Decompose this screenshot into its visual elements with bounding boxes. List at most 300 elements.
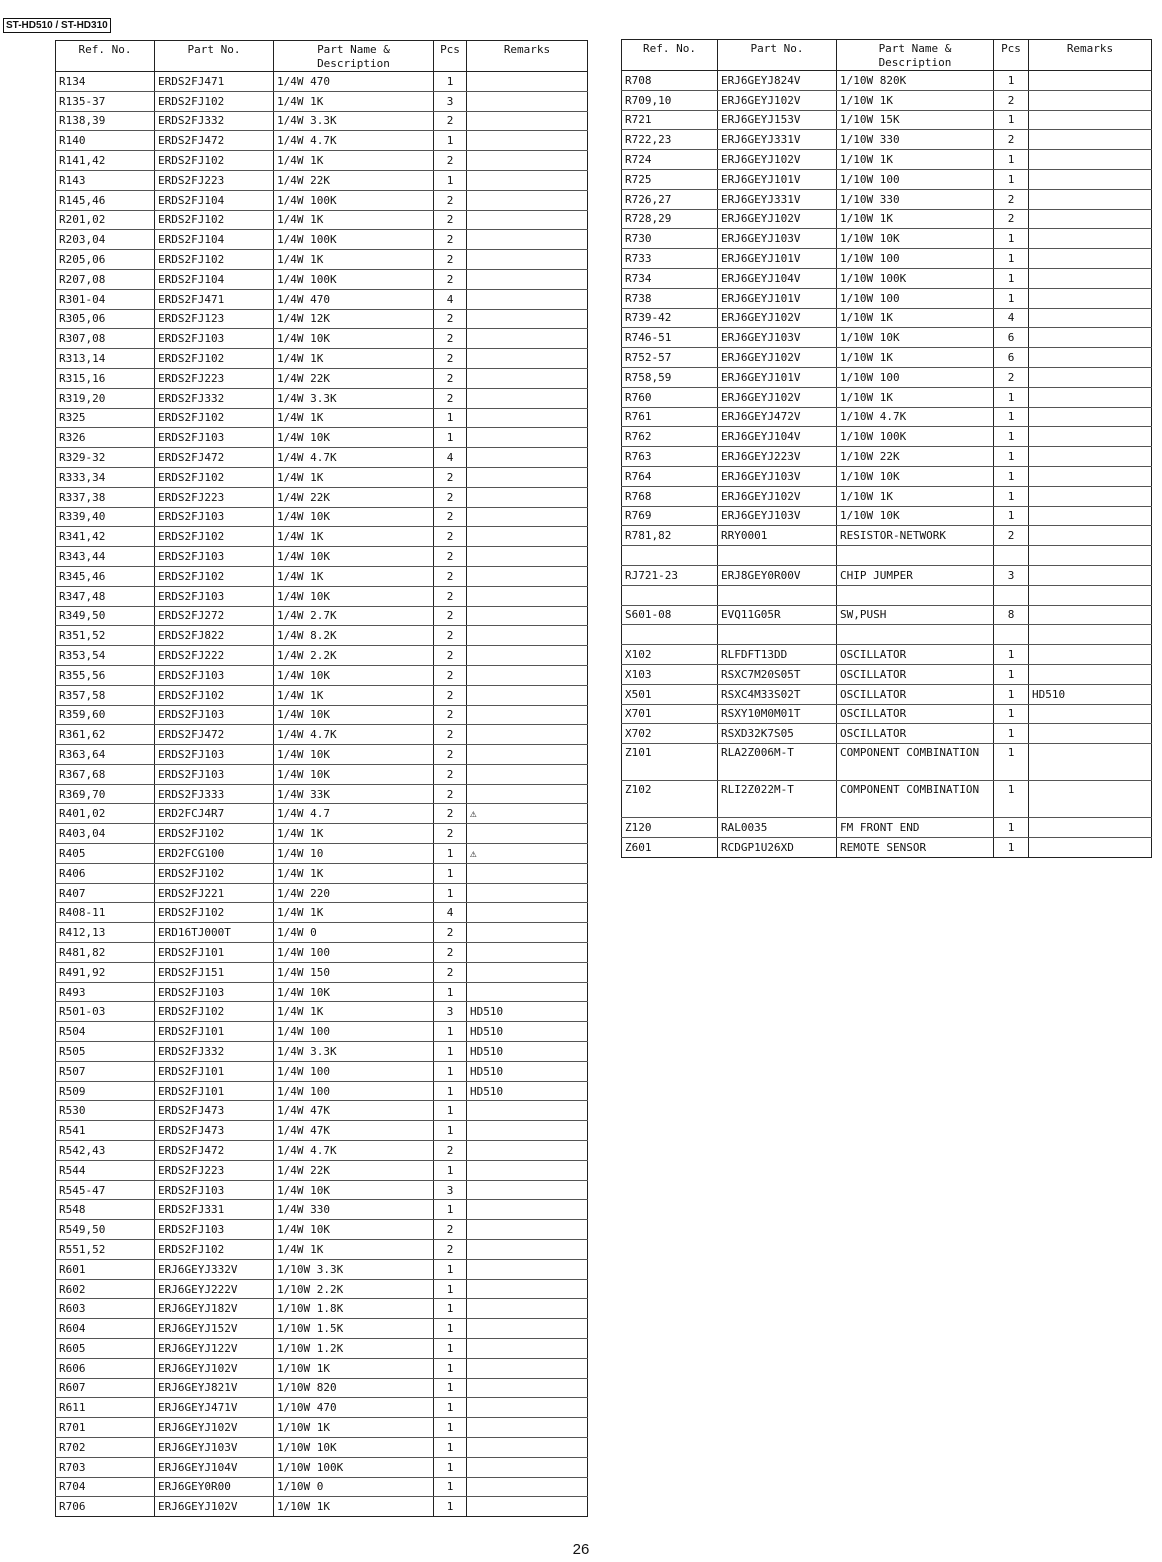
table-row: [56, 1180, 588, 1200]
cell-ref-no: R134: [56, 72, 155, 92]
cell-part-name: 1/4W 4.7K: [274, 1141, 434, 1161]
cell-remarks: [467, 1200, 588, 1220]
cell-part-no: ERDS2FJ104: [155, 269, 274, 289]
cell-part-name: 1/10W 330: [837, 189, 994, 209]
cell-part-no: ERJ6GEYJ102V: [718, 150, 837, 170]
cell-remarks: [467, 487, 588, 507]
cell-ref-no: R349,50: [56, 606, 155, 626]
cell-ref-no: [622, 546, 718, 566]
cell-part-no: RSXY10M0M01T: [718, 704, 837, 724]
cell-ref-no: R361,62: [56, 725, 155, 745]
cell-ref-no: R339,40: [56, 507, 155, 527]
cell-remarks: [467, 111, 588, 131]
cell-part-no: ERDS2FJ472: [155, 1141, 274, 1161]
cell-ref-no: R762: [622, 427, 718, 447]
cell-pcs: 4: [434, 903, 467, 923]
cell-part-no: ERDS2FJ101: [155, 943, 274, 963]
table-row: [56, 665, 588, 685]
cell-part-name: 1/4W 8.2K: [274, 626, 434, 646]
cell-part-name: 1/4W 1K: [274, 903, 434, 923]
table-row-spacer: [622, 585, 1152, 605]
cell-part-no: ERJ6GEYJ102V: [718, 90, 837, 110]
cell-remarks: HD510: [467, 1002, 588, 1022]
table-row: [622, 387, 1152, 407]
cell-part-name: 1/10W 820K: [837, 71, 994, 91]
cell-part-no: ERJ6GEYJ101V: [718, 249, 837, 269]
cell-ref-no: R406: [56, 863, 155, 883]
cell-remarks: HD510: [467, 1042, 588, 1062]
cell-ref-no: R738: [622, 288, 718, 308]
cell-part-no: ERJ6GEYJ103V: [718, 506, 837, 526]
cell-part-name: 1/4W 47K: [274, 1101, 434, 1121]
cell-pcs: 1: [994, 288, 1029, 308]
table-row: [56, 685, 588, 705]
cell-ref-no: R367,68: [56, 764, 155, 784]
cell-part-no: ERJ6GEY0R00: [155, 1477, 274, 1497]
table-row: [56, 1358, 588, 1378]
table-row: [56, 1042, 588, 1062]
cell-remarks: [1029, 427, 1152, 447]
cell-part-name: 1/10W 10K: [274, 1437, 434, 1457]
cell-remarks: [1029, 328, 1152, 348]
cell-remarks: [467, 408, 588, 428]
cell-ref-no: Z101: [622, 744, 718, 781]
cell-ref-no: R724: [622, 150, 718, 170]
cell-part-no: ERDS2FJ102: [155, 685, 274, 705]
col-part-no: Part No.: [718, 40, 837, 71]
cell-part-name: COMPONENT COMBINATION: [837, 744, 994, 781]
cell-pcs: 2: [434, 705, 467, 725]
cell-remarks: [467, 349, 588, 369]
cell-ref-no: R207,08: [56, 269, 155, 289]
cell-pcs: 2: [434, 824, 467, 844]
cell-ref-no: R545-47: [56, 1180, 155, 1200]
cell-part-no: ERDS2FJ102: [155, 903, 274, 923]
cell-remarks: [467, 230, 588, 250]
cell-pcs: 1: [434, 1061, 467, 1081]
cell-ref-no: R542,43: [56, 1141, 155, 1161]
cell-remarks: [467, 646, 588, 666]
cell-remarks: [467, 725, 588, 745]
cell-part-name: 1/10W 1K: [837, 387, 994, 407]
cell-remarks: [1029, 189, 1152, 209]
cell-part-name: 1/4W 10: [274, 844, 434, 864]
table-row: [622, 268, 1152, 288]
cell-part-no: ERDS2FJ103: [155, 507, 274, 527]
cell-ref-no: R733: [622, 249, 718, 269]
cell-remarks: [467, 151, 588, 171]
cell-pcs: 2: [434, 665, 467, 685]
cell-remarks: HD510: [1029, 684, 1152, 704]
cell-remarks: [467, 1220, 588, 1240]
cell-part-no: ERJ6GEYJ182V: [155, 1299, 274, 1319]
cell-part-name: 1/4W 10K: [274, 1220, 434, 1240]
cell-pcs: 1: [434, 1398, 467, 1418]
cell-part-name: 1/4W 22K: [274, 368, 434, 388]
cell-part-name: 1/10W 1K: [274, 1418, 434, 1438]
cell-part-no: ERDS2FJ223: [155, 1160, 274, 1180]
cell-part-no: ERDS2FJ102: [155, 527, 274, 547]
cell-remarks: [467, 1378, 588, 1398]
cell-pcs: 1: [434, 1319, 467, 1339]
table-row: [56, 170, 588, 190]
cell-remarks: [467, 190, 588, 210]
cell-ref-no: R205,06: [56, 250, 155, 270]
cell-part-no: ERJ6GEYJ104V: [718, 268, 837, 288]
cell-part-name: 1/4W 2.7K: [274, 606, 434, 626]
table-row: [56, 863, 588, 883]
cell-ref-no: R138,39: [56, 111, 155, 131]
cell-ref-no: Z102: [622, 781, 718, 818]
cell-part-no: ERDS2FJ103: [155, 428, 274, 448]
cell-ref-no: R135-37: [56, 91, 155, 111]
cell-part-no: ERDS2FJ101: [155, 1022, 274, 1042]
cell-pcs: 2: [434, 646, 467, 666]
cell-remarks: [1029, 565, 1152, 585]
cell-part-name: 1/4W 100: [274, 1081, 434, 1101]
table-row: [56, 1022, 588, 1042]
cell-ref-no: R145,46: [56, 190, 155, 210]
cell-ref-no: [622, 625, 718, 645]
cell-remarks: [467, 1299, 588, 1319]
cell-pcs: 1: [994, 486, 1029, 506]
cell-part-name: 1/4W 4.7K: [274, 448, 434, 468]
cell-part-name: 1/10W 10K: [837, 466, 994, 486]
cell-part-no: ERDS2FJ102: [155, 467, 274, 487]
cell-ref-no: R305,06: [56, 309, 155, 329]
cell-part-no: EVQ11G05R: [718, 605, 837, 625]
table-row: [56, 487, 588, 507]
cell-part-no: RSXD32K7S05: [718, 724, 837, 744]
cell-part-no: ERDS2FJ103: [155, 665, 274, 685]
table-row: [56, 151, 588, 171]
cell-remarks: [467, 91, 588, 111]
cell-remarks: [467, 705, 588, 725]
cell-part-name: 1/10W 1K: [837, 209, 994, 229]
cell-pcs: 2: [434, 1240, 467, 1260]
cell-remarks: [1029, 704, 1152, 724]
cell-part-no: ERDS2FJ103: [155, 547, 274, 567]
table-row: [56, 72, 588, 92]
cell-remarks: HD510: [467, 1022, 588, 1042]
cell-pcs: 3: [994, 565, 1029, 585]
cell-part-name: 1/4W 1K: [274, 1240, 434, 1260]
cell-part-no: ERJ6GEYJ102V: [718, 387, 837, 407]
table-row: [56, 190, 588, 210]
cell-pcs: 1: [434, 1339, 467, 1359]
cell-pcs: 1: [994, 466, 1029, 486]
table-row: [56, 1299, 588, 1319]
page-number: 26: [572, 1541, 590, 1558]
cell-pcs: 2: [434, 269, 467, 289]
cell-ref-no: R141,42: [56, 151, 155, 171]
table-row: [622, 664, 1152, 684]
table-row-spacer: [622, 625, 1152, 645]
cell-part-no: ERJ6GEYJ103V: [718, 328, 837, 348]
cell-ref-no: R357,58: [56, 685, 155, 705]
cell-remarks: [467, 507, 588, 527]
cell-remarks: [467, 1339, 588, 1359]
cell-remarks: [1029, 585, 1152, 605]
cell-part-name: [837, 625, 994, 645]
cell-pcs: 2: [434, 368, 467, 388]
table-row: [622, 130, 1152, 150]
cell-ref-no: R505: [56, 1042, 155, 1062]
cell-pcs: 3: [434, 1002, 467, 1022]
cell-part-name: 1/4W 1K: [274, 151, 434, 171]
cell-part-no: ERDS2FJ331: [155, 1200, 274, 1220]
cell-remarks: [467, 1240, 588, 1260]
cell-pcs: 2: [994, 367, 1029, 387]
cell-remarks: [467, 883, 588, 903]
table-row: [56, 1418, 588, 1438]
table-row: [56, 250, 588, 270]
table-row: [56, 1319, 588, 1339]
cell-part-no: [718, 546, 837, 566]
cell-pcs: 2: [434, 507, 467, 527]
table-row: [56, 705, 588, 725]
cell-part-no: ERDS2FJ332: [155, 388, 274, 408]
cell-pcs: 2: [434, 329, 467, 349]
cell-ref-no: R760: [622, 387, 718, 407]
cell-ref-no: Z601: [622, 837, 718, 857]
cell-pcs: 1: [994, 744, 1029, 781]
cell-part-name: 1/4W 1K: [274, 349, 434, 369]
cell-part-no: ERJ6GEYJ101V: [718, 288, 837, 308]
cell-ref-no: R530: [56, 1101, 155, 1121]
cell-ref-no: R726,27: [622, 189, 718, 209]
cell-pcs: 2: [434, 210, 467, 230]
table-row: [56, 1002, 588, 1022]
cell-part-name: 1/10W 330: [837, 130, 994, 150]
cell-pcs: 2: [994, 130, 1029, 150]
cell-part-name: 1/4W 10K: [274, 428, 434, 448]
cell-pcs: 2: [434, 745, 467, 765]
cell-remarks: [467, 745, 588, 765]
cell-ref-no: R307,08: [56, 329, 155, 349]
cell-part-name: 1/4W 470: [274, 72, 434, 92]
cell-part-no: ERDS2FJ103: [155, 586, 274, 606]
cell-remarks: [1029, 526, 1152, 546]
cell-part-no: ERJ6GEYJ103V: [718, 466, 837, 486]
cell-part-name: 1/4W 100: [274, 1022, 434, 1042]
cell-part-no: ERDS2FJ104: [155, 230, 274, 250]
table-row: [622, 249, 1152, 269]
cell-ref-no: R351,52: [56, 626, 155, 646]
cell-part-name: REMOTE SENSOR: [837, 837, 994, 857]
cell-pcs: 1: [434, 1042, 467, 1062]
cell-part-name: 1/4W 10K: [274, 665, 434, 685]
cell-remarks: [1029, 625, 1152, 645]
cell-pcs: 1: [434, 408, 467, 428]
cell-part-no: ERJ6GEYJ153V: [718, 110, 837, 130]
cell-ref-no: R319,20: [56, 388, 155, 408]
cell-ref-no: R704: [56, 1477, 155, 1497]
cell-part-no: ERDS2FJ472: [155, 725, 274, 745]
cell-part-name: 1/10W 470: [274, 1398, 434, 1418]
cell-ref-no: X702: [622, 724, 718, 744]
cell-remarks: [467, 1398, 588, 1418]
table-row: [56, 943, 588, 963]
cell-pcs: 1: [434, 883, 467, 903]
cell-ref-no: R504: [56, 1022, 155, 1042]
cell-ref-no: R701: [56, 1418, 155, 1438]
cell-part-name: SW,PUSH: [837, 605, 994, 625]
cell-ref-no: R606: [56, 1358, 155, 1378]
table-row: [56, 467, 588, 487]
cell-part-name: 1/4W 1K: [274, 824, 434, 844]
cell-part-name: OSCILLATOR: [837, 664, 994, 684]
cell-part-no: ERDS2FJ223: [155, 170, 274, 190]
cell-remarks: [467, 309, 588, 329]
table-row: [622, 90, 1152, 110]
table-row: [56, 1200, 588, 1220]
cell-pcs: 1: [434, 982, 467, 1002]
cell-ref-no: R341,42: [56, 527, 155, 547]
cell-part-no: ERDS2FJ102: [155, 1002, 274, 1022]
cell-ref-no: S601-08: [622, 605, 718, 625]
cell-part-name: 1/10W 1.8K: [274, 1299, 434, 1319]
cell-remarks: [1029, 546, 1152, 566]
cell-part-no: ERDS2FJ471: [155, 72, 274, 92]
table-row: [56, 368, 588, 388]
cell-part-name: 1/4W 10K: [274, 982, 434, 1002]
cell-part-no: ERDS2FJ102: [155, 566, 274, 586]
cell-part-no: ERJ6GEYJ152V: [155, 1319, 274, 1339]
cell-ref-no: R752-57: [622, 348, 718, 368]
cell-part-no: ERD2FCJ4R7: [155, 804, 274, 824]
cell-remarks: [1029, 466, 1152, 486]
cell-part-no: ERJ6GEYJ102V: [718, 486, 837, 506]
table-row: [56, 269, 588, 289]
table-row: [622, 724, 1152, 744]
cell-remarks: [467, 1319, 588, 1339]
cell-part-name: 1/10W 820: [274, 1378, 434, 1398]
cell-pcs: 2: [434, 586, 467, 606]
cell-part-no: [718, 585, 837, 605]
cell-remarks: [467, 1418, 588, 1438]
cell-part-name: 1/10W 4.7K: [837, 407, 994, 427]
cell-part-name: OSCILLATOR: [837, 684, 994, 704]
table-row: [56, 428, 588, 448]
cell-remarks: [1029, 781, 1152, 818]
cell-part-name: 1/4W 10K: [274, 764, 434, 784]
cell-part-name: 1/4W 220: [274, 883, 434, 903]
cell-part-no: ERDS2FJ822: [155, 626, 274, 646]
table-row: [56, 804, 588, 824]
table-row: [622, 288, 1152, 308]
cell-part-name: 1/10W 1K: [837, 348, 994, 368]
cell-pcs: 2: [434, 111, 467, 131]
table-row: [56, 1279, 588, 1299]
cell-pcs: 1: [434, 863, 467, 883]
table-row: [56, 230, 588, 250]
table-row: [622, 645, 1152, 665]
cell-part-no: ERDS2FJ103: [155, 1220, 274, 1240]
cell-part-no: ERDS2FJ101: [155, 1061, 274, 1081]
cell-pcs: 1: [434, 1279, 467, 1299]
cell-pcs: 1: [994, 818, 1029, 838]
cell-remarks: [467, 1160, 588, 1180]
cell-pcs: 1: [994, 110, 1029, 130]
cell-ref-no: RJ721-23: [622, 565, 718, 585]
cell-part-no: RSXC4M33S02T: [718, 684, 837, 704]
col-part-name: Part Name & Description: [837, 40, 994, 71]
cell-part-no: ERJ6GEYJ472V: [718, 407, 837, 427]
cell-part-name: 1/4W 1K: [274, 863, 434, 883]
table-row: [622, 486, 1152, 506]
cell-part-name: 1/4W 22K: [274, 1160, 434, 1180]
cell-part-name: 1/4W 22K: [274, 170, 434, 190]
cell-pcs: 2: [434, 943, 467, 963]
cell-part-no: ERDS2FJ101: [155, 1081, 274, 1101]
table-row: [622, 565, 1152, 585]
table-row: [622, 605, 1152, 625]
cell-ref-no: R549,50: [56, 1220, 155, 1240]
cell-pcs: 1: [994, 427, 1029, 447]
table-row: [56, 388, 588, 408]
cell-pcs: 2: [994, 189, 1029, 209]
cell-part-no: ERDS2FJ272: [155, 606, 274, 626]
cell-part-name: 1/4W 1K: [274, 685, 434, 705]
cell-pcs: 1: [994, 447, 1029, 467]
cell-ref-no: R509: [56, 1081, 155, 1101]
cell-part-no: ERDS2FJ223: [155, 487, 274, 507]
cell-part-name: 1/10W 1K: [274, 1358, 434, 1378]
cell-pcs: 1: [994, 249, 1029, 269]
table-row: [56, 646, 588, 666]
cell-pcs: 1: [434, 1101, 467, 1121]
cell-pcs: 4: [434, 289, 467, 309]
cell-remarks: [467, 784, 588, 804]
cell-ref-no: X501: [622, 684, 718, 704]
cell-part-name: 1/4W 10K: [274, 586, 434, 606]
cell-pcs: 1: [434, 1299, 467, 1319]
cell-part-no: ERDS2FJ102: [155, 250, 274, 270]
cell-part-no: ERDS2FJ102: [155, 151, 274, 171]
table-row: [622, 367, 1152, 387]
table-row: [622, 407, 1152, 427]
cell-ref-no: R602: [56, 1279, 155, 1299]
cell-remarks: [1029, 818, 1152, 838]
cell-remarks: [467, 824, 588, 844]
cell-pcs: 1: [434, 1121, 467, 1141]
cell-part-no: ERDS2FJ102: [155, 408, 274, 428]
cell-remarks: [1029, 387, 1152, 407]
table-row: [56, 606, 588, 626]
cell-part-no: ERD2FCG100: [155, 844, 274, 864]
cell-part-no: ERJ6GEYJ331V: [718, 130, 837, 150]
cell-pcs: 1: [994, 71, 1029, 91]
cell-part-no: ERJ6GEYJ102V: [155, 1497, 274, 1517]
cell-remarks: [1029, 308, 1152, 328]
table-row: [56, 210, 588, 230]
cell-pcs: 2: [434, 804, 467, 824]
cell-pcs: 2: [994, 526, 1029, 546]
cell-remarks: [467, 586, 588, 606]
cell-ref-no: R763: [622, 447, 718, 467]
table-row: [622, 781, 1152, 818]
col-pcs: Pcs: [994, 40, 1029, 71]
cell-part-no: ERDS2FJ102: [155, 824, 274, 844]
table-row: [622, 447, 1152, 467]
cell-part-name: 1/10W 1K: [274, 1497, 434, 1517]
cell-ref-no: R412,13: [56, 923, 155, 943]
cell-ref-no: R611: [56, 1398, 155, 1418]
cell-ref-no: R734: [622, 268, 718, 288]
cell-remarks: [1029, 209, 1152, 229]
cell-part-no: ERDS2FJ223: [155, 368, 274, 388]
